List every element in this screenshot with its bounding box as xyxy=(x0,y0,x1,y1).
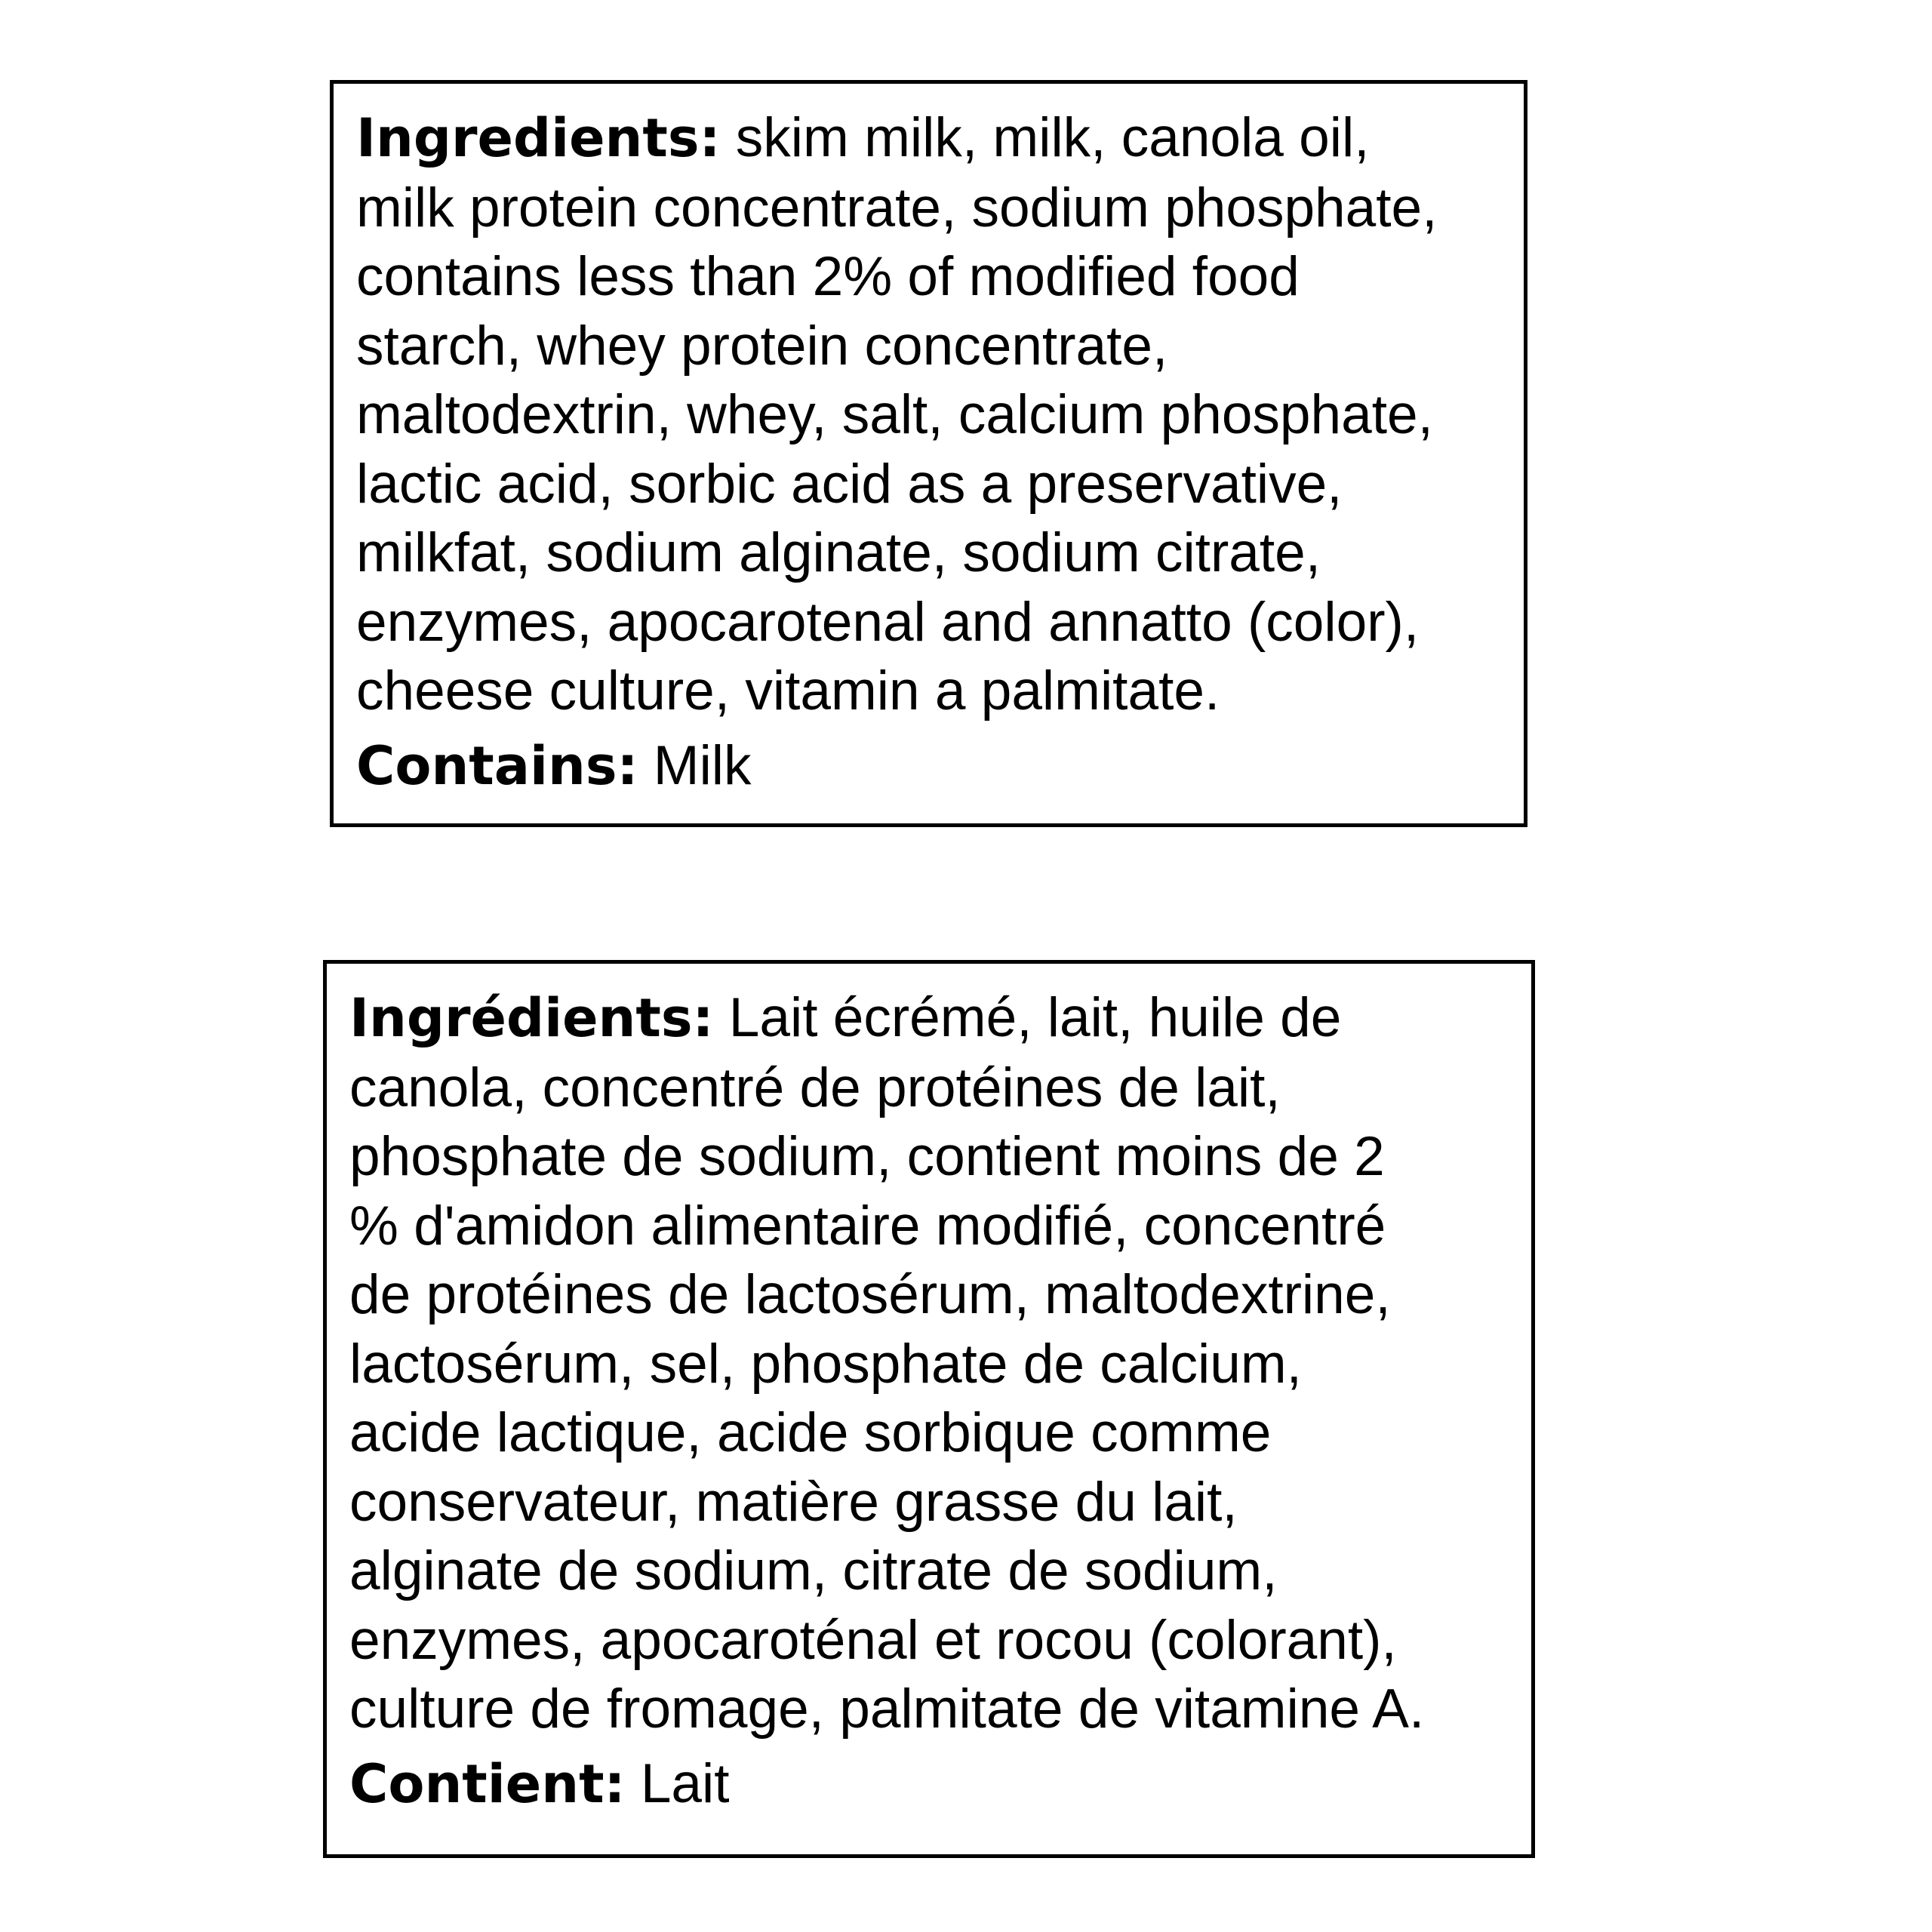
english-ingredients-heading: Ingredients: xyxy=(356,107,721,169)
french-ingredients-line-6: lactosérum, sel, phosphate de calcium, xyxy=(349,1333,1302,1395)
french-ingredients-line-5: de protéines de lactosérum, maltodextrine, xyxy=(349,1264,1391,1325)
english-ingredients-line-4: starch, whey protein concentrate, xyxy=(356,315,1168,377)
french-contains-value: Lait xyxy=(625,1752,730,1814)
french-contains-heading: Contient: xyxy=(349,1752,626,1815)
english-ingredients-line-2: milk protein concentrate, sodium phosphate, xyxy=(356,177,1438,238)
french-ingredients-line-10: enzymes, apocaroténal et rocou (colorant), xyxy=(349,1609,1397,1671)
english-ingredients-line-6: lactic acid, sorbic acid as a preservative, xyxy=(356,453,1343,515)
french-ingredients-line-2: canola, concentré de protéines de lait, xyxy=(349,1057,1281,1118)
english-ingredients-line-1 xyxy=(356,103,1524,174)
english-ingredients-line-3: contains less than 2% of modified food xyxy=(356,246,1300,307)
french-ingredients-heading: Ingrédients: xyxy=(349,987,714,1049)
english-ingredients-panel xyxy=(330,80,1527,827)
french-ingredients-line-7: acide lactique, acide sorbique comme xyxy=(349,1402,1272,1463)
french-ingredients-line-1 xyxy=(349,983,1531,1054)
french-contains-line xyxy=(349,1749,1531,1820)
french-ingredients-line-3: phosphate de sodium, contient moins de 2 xyxy=(349,1126,1385,1187)
english-contains-line xyxy=(356,731,1524,801)
english-ingredients-line-7: milkfat, sodium alginate, sodium citrate, xyxy=(356,522,1321,583)
french-ingredients-line-11: culture de fromage, palmitate de vitamine A. xyxy=(349,1678,1425,1740)
french-ingredients-line-8: conservateur, matière grasse du lait, xyxy=(349,1471,1238,1533)
english-contains-value: Milk xyxy=(638,734,752,796)
english-ingredients-text: skim milk, milk, canola oil, xyxy=(720,107,1370,168)
english-ingredients-line-9: cheese culture, vitamin a palmitate. xyxy=(356,660,1220,721)
english-contains-heading: Contains: xyxy=(356,734,638,797)
french-ingredients-text: Lait écrémé, lait, huile de xyxy=(713,987,1342,1048)
english-ingredients-line-8: enzymes, apocarotenal and annatto (color), xyxy=(356,591,1420,653)
french-ingredients-panel xyxy=(323,960,1535,1858)
english-ingredients-line-5: maltodextrin, whey, salt, calcium phosphate, xyxy=(356,384,1433,445)
french-ingredients-line-9: alginate de sodium, citrate de sodium, xyxy=(349,1540,1278,1601)
french-ingredients-line-4: % d'amidon alimentaire modifié, concentré xyxy=(349,1195,1386,1257)
